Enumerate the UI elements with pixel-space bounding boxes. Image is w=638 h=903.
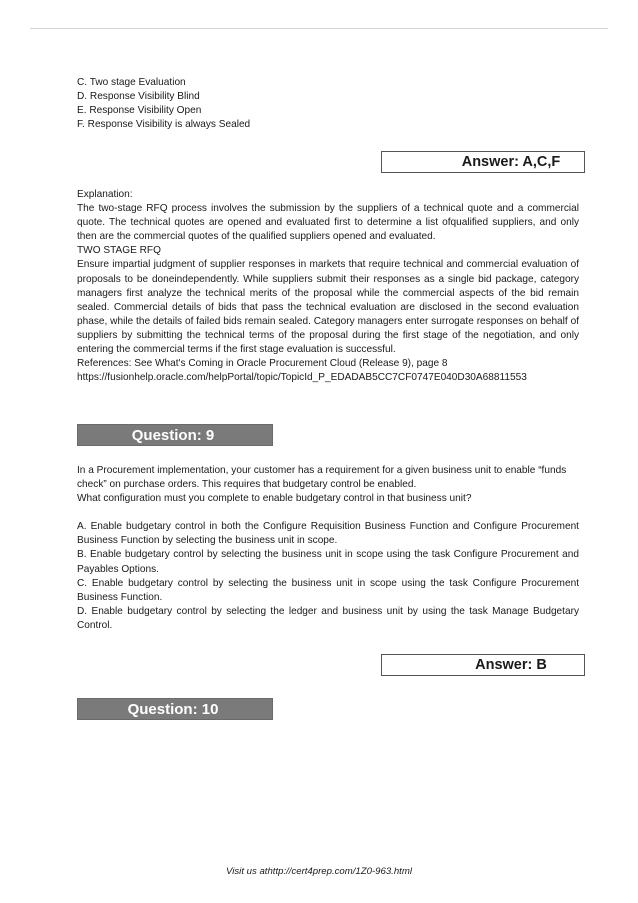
previous-options [77, 76, 579, 132]
explanation-heading: Explanation: [77, 189, 133, 200]
explanation-paragraph-1: The two-stage RFQ process involves the submission by the suppliers of a technical quote and a commercial quote. The technical quotes are opened and evaluated first to determine a list ofqualified suppliers, and only then are the commercial quotes of the qualified suppliers opened and evaluated. [77, 203, 579, 243]
question-9-option-d: D. Enable budgetary control by selecting the ledger and business unit by using the task Manage Budgetary Control. [77, 605, 579, 631]
question-9-title: Question: 9 [131, 427, 215, 444]
answer-text-q9: Answer: B [475, 657, 547, 673]
answer-box-prev [381, 151, 585, 173]
option-c: C. Two stage Evaluation [77, 77, 186, 88]
question-9-body [77, 464, 579, 633]
answer-text-prev: Answer: A,C,F [461, 154, 561, 170]
answer-box-q9 [381, 654, 585, 676]
question-9-option-b: B. Enable budgetary control by selecting the business unit in scope using the task Configure Procurement and Payables Options. [77, 549, 579, 575]
explanation-url: https://fusionhelp.oracle.com/helpPortal/topic/TopicId_P_EDADAB5CC7CF0747E040D30A68811553 [77, 372, 527, 384]
explanation-section [77, 188, 579, 385]
question-9-option-c: C. Enable budgetary control by selecting the business unit in scope using the task Configure Procurement Business Function. [77, 577, 579, 603]
footer-text: Visit us athttp://cert4prep.com/1Z0-963.html [226, 866, 412, 877]
option-f: F. Response Visibility is always Sealed [77, 119, 251, 131]
question-9-option-a: A. Enable budgetary control in both the Configure Requisition Business Function and Configure Procurement Business Function by selecting the business unit in scope. [77, 521, 579, 547]
question-9-stem-1: In a Procurement implementation, your customer has a requirement for a given business unit to enable “funds check” on purchase orders. This requires that budgetary control be enabled. [77, 465, 567, 491]
option-d: D. Response Visibility Blind [77, 91, 200, 103]
question-9-bar [77, 424, 273, 446]
question-10-title: Question: 10 [127, 701, 219, 718]
top-rule [30, 28, 608, 29]
question-10-bar [77, 698, 273, 720]
question-9-stem-2: What configuration must you complete to enable budgetary control in that business unit? [77, 493, 472, 505]
explanation-subheading: TWO STAGE RFQ [77, 245, 161, 257]
spacer [77, 506, 579, 520]
option-e: E. Response Visibility Open [77, 105, 202, 117]
explanation-references: References: See What's Coming in Oracle Procurement Cloud (Release 9), page 8 [77, 358, 448, 370]
explanation-paragraph-2: Ensure impartial judgment of supplier responses in markets that require technical and commercial evaluation of proposals to be doneindependently. While suppliers submit their responses as a single bid package, category managers first analyze the technical merits of the proposal while the commercial aspects of the bid remain sealed. Commercial details of bids that pass the technical evaluation are disclosed in the second evaluation phase, while the details of failed bids remain sealed. Category managers enter surrogate responses on behalf of suppliers by submitting the technical terms of the proposal during the first stage of the negotiation, and only entering the commercial terms if the first stage evaluation is successful. [77, 259, 579, 356]
